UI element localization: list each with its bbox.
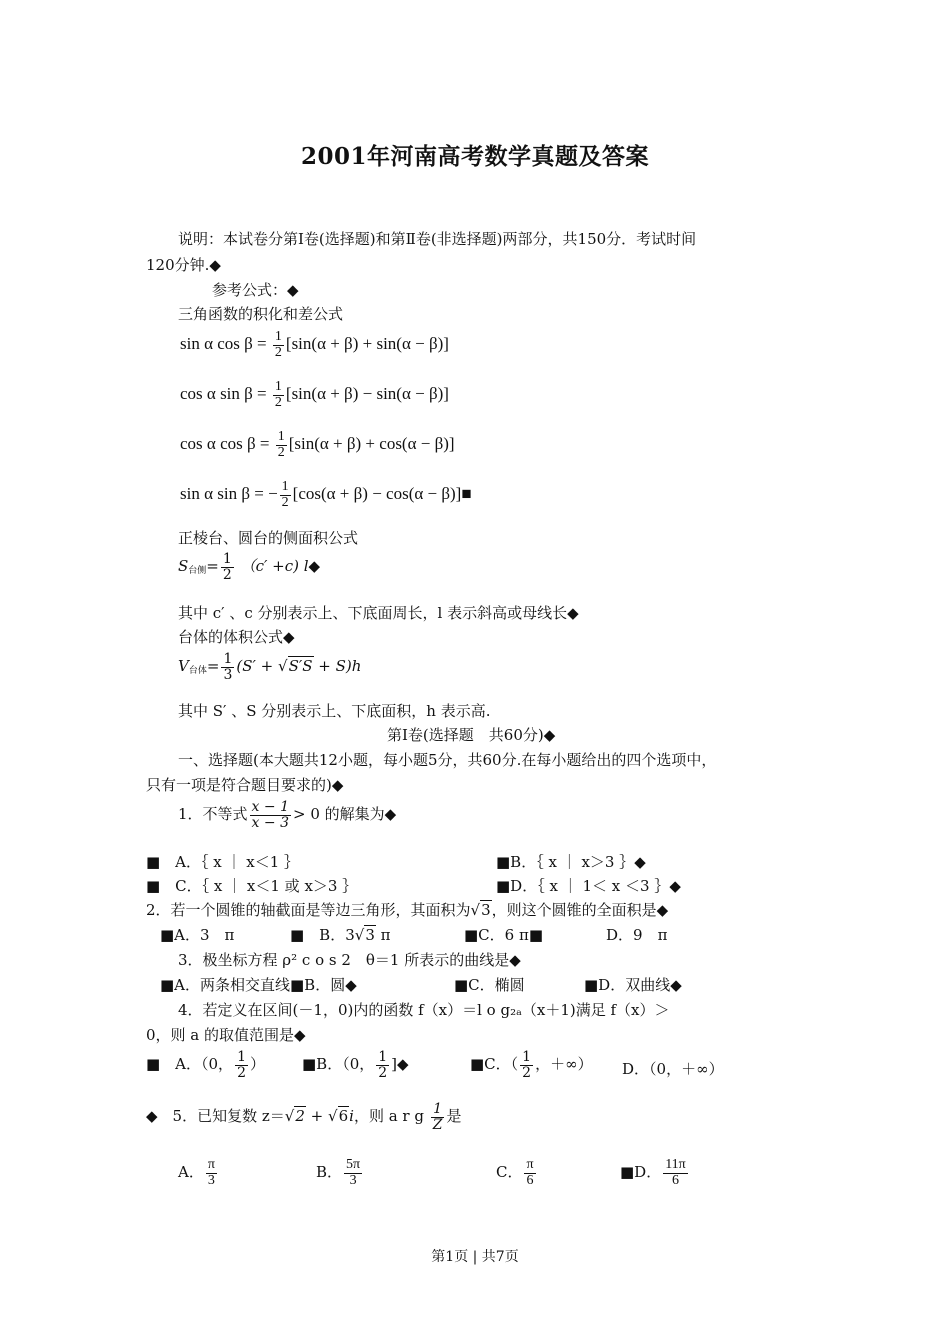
lateral-area-formula: $S_{台侧}=$ $\frac{1}{2}$ （c′ +c) l◆	[178, 551, 321, 583]
trig-formula-heading: 三角函数的积化和差公式	[178, 305, 344, 323]
q4-option-c[interactable]: ■C．（ $\frac{1}{2}$ ，＋∞）	[470, 1049, 593, 1081]
page-title: 2001年河南高考数学真题及答案	[300, 143, 649, 170]
formula-3-lhs: cos α cos β =	[180, 434, 270, 454]
q4-option-a[interactable]: ■ A．（0， $\frac{1}{2}$ ）	[146, 1049, 265, 1081]
q2-option-b[interactable]: ■ B．3√3 π	[290, 926, 391, 944]
section-heading: 第Ⅰ卷(选择题 共60分)◆	[387, 726, 556, 744]
q4-option-d[interactable]: D．（0，＋∞）	[622, 1060, 724, 1078]
q3-option-ab[interactable]: ■A．两条相交直线■B．圆◆	[160, 976, 357, 994]
question-4-stem-2: 0，则 a 的取值范围是◆	[146, 1026, 306, 1044]
q1-option-a[interactable]: ■ A．｛ x ｜ x＜1 ｝	[146, 853, 300, 871]
intro-line-1: 说明：本试卷分第Ⅰ卷(选择题)和第Ⅱ卷(非选择题)两部分，共150分．考试时间	[178, 230, 697, 248]
formula-4-rhs: [cos(α + β) − cos(α − β)]■	[292, 484, 472, 504]
q2-option-c[interactable]: ■C．6 π■	[464, 926, 543, 944]
question-1-stem: 1．不等式 $\frac{x - 1}{x - 3}$ > 0 的解集为◆	[178, 799, 397, 831]
q1-option-b[interactable]: ■B．｛ x ｜ x＞3 ｝◆	[496, 853, 646, 871]
q4-option-b[interactable]: ■B．（0， $\frac{1}{2}$ ]◆	[302, 1049, 409, 1081]
half-fraction: $\frac{1}{2}$	[274, 329, 282, 360]
q5-option-a[interactable]: A． $\frac{\pi}{3}$	[178, 1157, 215, 1188]
formula-3	[180, 430, 455, 460]
q2-option-a[interactable]: ■A．3 π	[160, 926, 235, 944]
formula-1-rhs: [sin(α + β) + sin(α − β)]	[285, 334, 449, 354]
formula-2	[180, 380, 449, 410]
question-3-stem: 3．极坐标方程 ρ² c o s 2 θ＝1 所表示的曲线是◆	[178, 951, 521, 969]
q5-option-c[interactable]: C． $\frac{\pi}{6}$	[496, 1157, 534, 1188]
section-desc-2: 只有一项是符合题目要求的)◆	[146, 776, 344, 794]
q3-option-d[interactable]: ■D．双曲线◆	[584, 976, 682, 994]
intro-line-2: 120分钟.◆	[146, 256, 221, 274]
formula-4-lhs: sin α sin β = −	[180, 484, 278, 504]
formula-2-rhs: [sin(α + β) − sin(α − β)]	[285, 384, 449, 404]
section-desc-1: 一、选择题(本大题共12小题，每小题5分，共60分.在每小题给出的四个选项中，	[178, 751, 717, 769]
q5-option-b[interactable]: B． $\frac{5\pi}{3}$	[316, 1157, 361, 1188]
question-5-stem: ◆ 5．已知复数 z＝√2 + √6i，则 a r g $\frac{1}{Z}$ 是	[146, 1101, 462, 1133]
formula-2-lhs: cos α sin β =	[180, 384, 267, 404]
half-fraction: $\frac{1}{2}$	[281, 479, 289, 510]
formula-3-rhs: [sin(α + β) + cos(α − β)]	[288, 434, 455, 454]
half-fraction: $\frac{1}{2}$	[222, 551, 232, 583]
question-4-stem-1: 4．若定义在区间(－1，0)内的函数 f（x）＝l o g₂ₐ（x＋1)满足 f（x）＞	[178, 1001, 670, 1019]
formula-4	[180, 480, 472, 510]
half-fraction: $\frac{1}{2}$	[274, 379, 282, 410]
formula-1-lhs: sin α cos β =	[180, 334, 267, 354]
question-2-stem: 2．若一个圆锥的轴截面是等边三角形，其面积为√3，则这个圆锥的全面积是◆	[146, 901, 669, 919]
third-fraction: $\frac{1}{3}$	[223, 651, 233, 683]
lateral-area-note: 其中 c′ 、c 分别表示上、下底面周长，l 表示斜高或母线长◆	[178, 604, 579, 622]
q1-fraction: $\frac{x - 1}{x - 3}$	[251, 799, 289, 831]
q2-option-d[interactable]: D．9 π	[606, 926, 668, 944]
volume-note: 其中 S′ 、S 分别表示上、下底面积，h 表示高.	[178, 702, 491, 720]
page-footer: 第1页 | 共7页	[431, 1249, 519, 1265]
q3-option-c[interactable]: ■C．椭圆	[454, 976, 525, 994]
q1-option-c[interactable]: ■ C．｛ x ｜ x＜1 或 x＞3 ｝	[146, 877, 358, 895]
q1-option-d[interactable]: ■D．｛ x ｜ 1＜ x ＜3 ｝◆	[496, 877, 681, 895]
q5-option-d[interactable]: ■D． $\frac{11\pi}{6}$	[620, 1157, 686, 1188]
volume-heading: 台体的体积公式◆	[178, 628, 295, 646]
frustum-area-heading: 正棱台、圆台的侧面积公式	[178, 529, 359, 547]
half-fraction: $\frac{1}{2}$	[277, 429, 285, 460]
formula-1	[180, 330, 449, 360]
volume-formula: $V_{台体}=$ $\frac{1}{3}$ (S′ + √S′S + S)h	[178, 651, 362, 683]
reference-heading: 参考公式：◆	[212, 281, 299, 299]
